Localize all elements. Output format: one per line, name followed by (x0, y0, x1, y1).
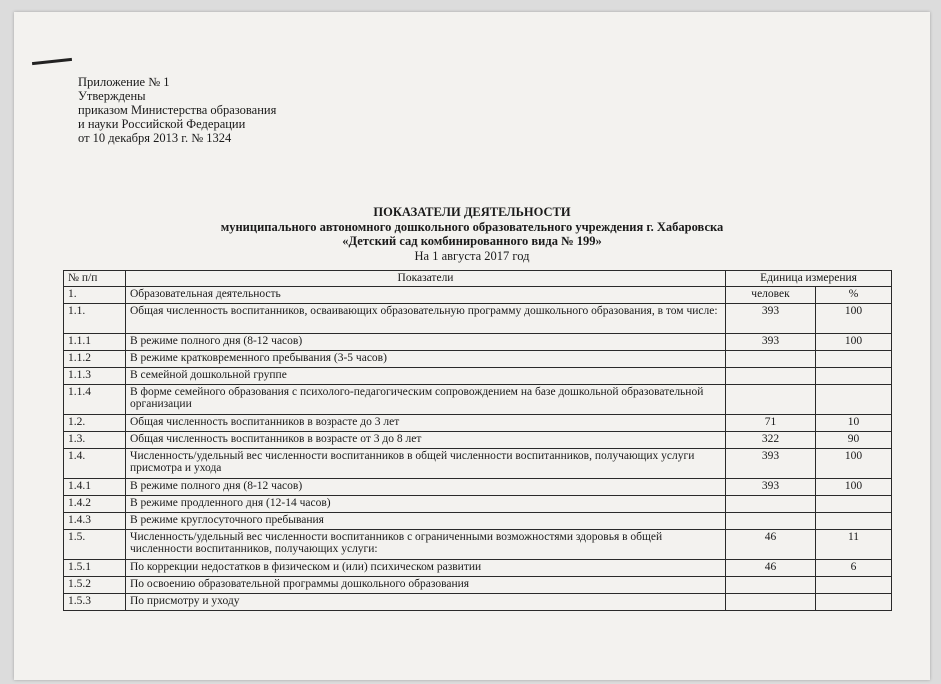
row-num: 1.1. (64, 303, 126, 333)
row-people (726, 512, 816, 529)
row-percent (816, 593, 892, 610)
row-people (726, 576, 816, 593)
row-num: 1.3. (64, 431, 126, 448)
title-kindergarten: «Детский сад комбинированного вида № 199» (342, 234, 602, 248)
row-text: По коррекции недостатков в физическом и (или) психическом развитии (126, 559, 726, 576)
row-text: По присмотру и уходу (126, 593, 726, 610)
row-percent: 6 (816, 559, 892, 576)
table-row (64, 478, 892, 495)
table-row (64, 367, 892, 384)
row-text: Численность/удельный вес численности воспитанников в общей численности воспитанников, получающих услуги присмотра и ухода (126, 448, 726, 478)
row-text: В режиме полного дня (8-12 часов) (126, 333, 726, 350)
table-header-row (64, 271, 892, 287)
row-percent (816, 367, 892, 384)
table-row (64, 529, 892, 559)
row-percent: 90 (816, 431, 892, 448)
table-row (64, 350, 892, 367)
header-num: № п/п (64, 271, 126, 287)
row-num: 1.4. (64, 448, 126, 478)
header-line: Приложение № 1 (78, 75, 170, 89)
row-num: 1.5.2 (64, 576, 126, 593)
table-row (64, 448, 892, 478)
row-people: 322 (726, 431, 816, 448)
header-line: Утверждены (78, 89, 146, 103)
row-text: Общая численность воспитанников в возрасте от 3 до 8 лет (126, 431, 726, 448)
row-num: 1.1.1 (64, 333, 126, 350)
row-people (726, 495, 816, 512)
document-title (14, 205, 930, 263)
indicators-table (63, 270, 892, 611)
row-percent: 100 (816, 333, 892, 350)
row-people (726, 384, 816, 414)
header-people: человек (726, 286, 816, 303)
row-percent: 11 (816, 529, 892, 559)
title-heading: ПОКАЗАТЕЛИ ДЕЯТЕЛЬНОСТИ (373, 205, 571, 219)
row-num: 1.1.3 (64, 367, 126, 384)
table-row (64, 593, 892, 610)
header-line: приказом Министерства образования (78, 103, 277, 117)
row-text: В семейной дошкольной группе (126, 367, 726, 384)
row-num: 1. (64, 286, 126, 303)
row-text: В форме семейного образования с психолого-педагогическим сопровождением на базе дошкольной образовательной организации (126, 384, 726, 414)
row-text: В режиме полного дня (8-12 часов) (126, 478, 726, 495)
row-percent (816, 512, 892, 529)
row-text: В режиме круглосуточного пребывания (126, 512, 726, 529)
row-people (726, 350, 816, 367)
row-people: 46 (726, 529, 816, 559)
header-line: и науки Российской Федерации (78, 117, 246, 131)
table-row (64, 414, 892, 431)
row-people: 393 (726, 303, 816, 333)
row-text: В режиме продленного дня (12-14 часов) (126, 495, 726, 512)
row-percent (816, 384, 892, 414)
row-people: 46 (726, 559, 816, 576)
pen-mark (32, 58, 72, 65)
row-text: По освоению образовательной программы дошкольного образования (126, 576, 726, 593)
row-people: 71 (726, 414, 816, 431)
row-num: 1.4.1 (64, 478, 126, 495)
row-num: 1.4.2 (64, 495, 126, 512)
approval-header (78, 75, 276, 145)
table-row (64, 384, 892, 414)
row-text: Общая численность воспитанников в возрасте до 3 лет (126, 414, 726, 431)
table-row (64, 286, 892, 303)
table-row (64, 333, 892, 350)
title-organization: муниципального автономного дошкольного образовательного учреждения г. Хабаровска (220, 219, 724, 234)
row-num: 1.1.4 (64, 384, 126, 414)
row-num: 1.5. (64, 529, 126, 559)
row-percent (816, 495, 892, 512)
row-percent (816, 350, 892, 367)
row-people: 393 (726, 448, 816, 478)
row-num: 1.5.3 (64, 593, 126, 610)
row-percent (816, 576, 892, 593)
row-people: 393 (726, 478, 816, 495)
row-num: 1.1.2 (64, 350, 126, 367)
row-num: 1.2. (64, 414, 126, 431)
table-row (64, 512, 892, 529)
header-unit: Единица измерения (726, 271, 892, 287)
row-num: 1.4.3 (64, 512, 126, 529)
header-percent: % (816, 286, 892, 303)
row-num: 1.5.1 (64, 559, 126, 576)
row-percent: 100 (816, 303, 892, 333)
row-percent: 100 (816, 478, 892, 495)
row-percent: 10 (816, 414, 892, 431)
row-text: Общая численность воспитанников, осваивающих образовательную программу дошкольного образования, в том числе: (126, 303, 726, 333)
row-text: В режиме кратковременного пребывания (3-5 часов) (126, 350, 726, 367)
row-percent: 100 (816, 448, 892, 478)
table-row (64, 431, 892, 448)
row-people (726, 593, 816, 610)
row-text: Образовательная деятельность (126, 286, 726, 303)
table-row (64, 303, 892, 333)
title-date: На 1 августа 2017 год (414, 248, 530, 263)
table-row (64, 495, 892, 512)
row-people: 393 (726, 333, 816, 350)
row-text: Численность/удельный вес численности воспитанников с ограниченными возможностями здоровья в общей численности воспитанников, получающих услуги: (126, 529, 726, 559)
header-indicators: Показатели (126, 271, 726, 287)
table-row (64, 559, 892, 576)
header-line: от 10 декабря 2013 г. № 1324 (78, 131, 232, 145)
table-row (64, 576, 892, 593)
row-people (726, 367, 816, 384)
